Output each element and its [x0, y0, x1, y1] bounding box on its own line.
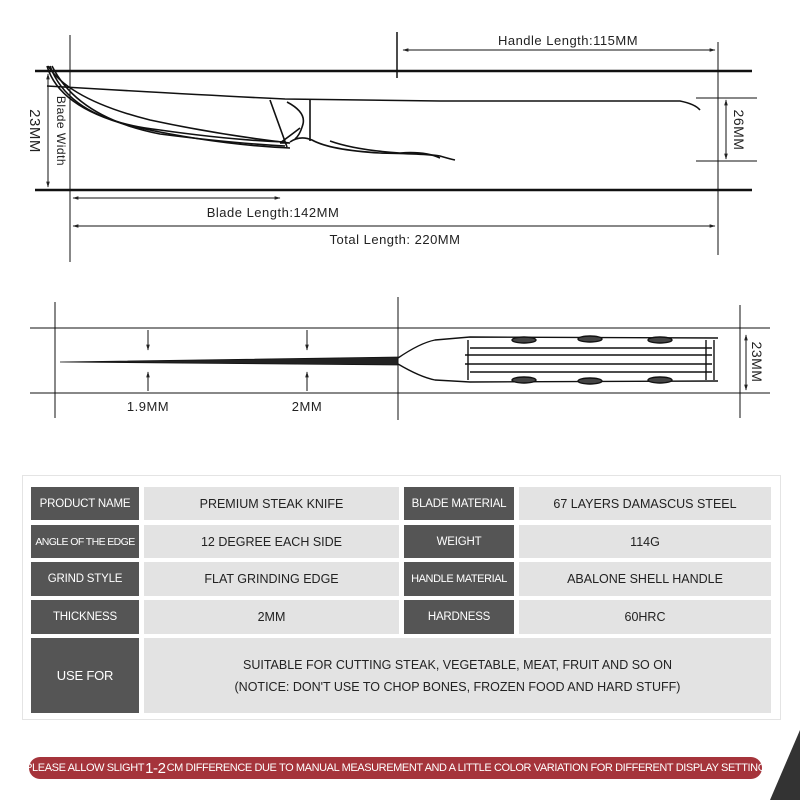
spec-value-grind-style: FLAT GRINDING EDGE — [144, 562, 399, 596]
spec-value-product-name: PREMIUM STEAK KNIFE — [144, 487, 399, 520]
spec-value-hardness: 60HRC — [519, 600, 771, 634]
spec-key-thickness: THICKNESS — [31, 600, 139, 634]
spec-value-handle-material: ABALONE SHELL HANDLE — [519, 562, 771, 596]
side-handle-width-label: 23MM — [749, 341, 765, 383]
spec-value-use-for — [144, 638, 771, 713]
spec-key-weight: WEIGHT — [404, 525, 514, 558]
disclaimer-highlight: 1-2 — [145, 759, 166, 777]
spec-key-hardness: HARDNESS — [404, 600, 514, 634]
blade-profile — [60, 357, 398, 365]
disclaimer-text-after: CM DIFFERENCE DUE TO MANUAL MEASUREMENT AND A LITTLE COLOR VARIATION FOR DIFFERENT DISPLAY SETTING — [166, 762, 766, 774]
use-for-notice: (NOTICE: DON'T USE TO CHOP BONES, FROZEN FOOD AND HARD STUFF) — [234, 679, 681, 694]
spec-value-weight: 114G — [519, 525, 771, 558]
handle-length-label: Handle Length:115MM — [497, 33, 639, 48]
top-view — [35, 32, 757, 262]
use-for-line: SUITABLE FOR CUTTING STEAK, VEGETABLE, MEAT, FRUIT AND SO ON — [242, 657, 672, 672]
disclaimer-text-before: PLEASE ALLOW SLIGHT — [25, 762, 145, 774]
blade-width-value: 23MM — [26, 109, 43, 153]
handle-width-value: 26MM — [731, 109, 747, 151]
knife-outline-top — [47, 66, 700, 160]
measurement-disclaimer-banner — [25, 757, 766, 779]
spec-key-product-name: PRODUCT NAME — [31, 487, 139, 520]
spec-key-grind-style: GRIND STYLE — [31, 562, 139, 596]
handle-profile — [398, 336, 718, 384]
spec-value-edge-angle: 12 DEGREE EACH SIDE — [144, 525, 399, 558]
spec-table — [22, 475, 781, 720]
spec-key-edge-angle: ANGLE OF THE EDGE — [31, 525, 139, 558]
spec-key-blade-material: BLADE MATERIAL — [404, 487, 514, 520]
spec-value-thickness: 2MM — [144, 600, 399, 634]
spec-key-use-for: USE FOR — [31, 638, 139, 713]
thickness-tip-label: 1.9MM — [126, 399, 170, 414]
spec-key-handle-material: HANDLE MATERIAL — [404, 562, 514, 596]
thickness-spine-label: 2MM — [291, 399, 323, 414]
decorative-corner — [770, 730, 800, 800]
blade-width-label: Blade Width — [54, 95, 68, 167]
blade-length-label: Blade Length:142MM — [206, 205, 340, 220]
total-length-label: Total Length: 220MM — [329, 232, 461, 247]
spec-value-blade-material: 67 LAYERS DAMASCUS STEEL — [519, 487, 771, 520]
